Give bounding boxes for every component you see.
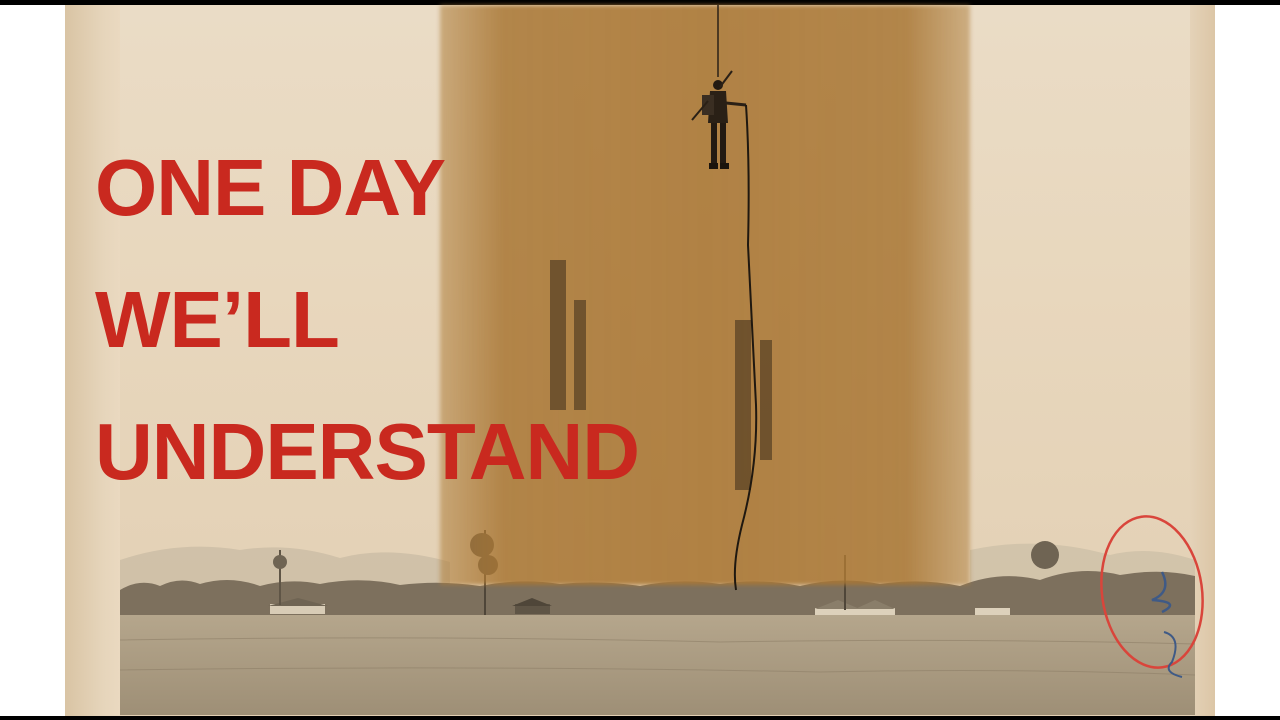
headline-line-3: UNDERSTAND bbox=[95, 407, 640, 496]
parachutist-icon bbox=[680, 5, 780, 595]
headline-line-1: ONE DAY bbox=[95, 143, 446, 232]
red-circle-mark-icon bbox=[1092, 512, 1212, 682]
letterbox-bottom bbox=[0, 716, 1280, 720]
headline bbox=[95, 143, 640, 544]
headline-line-2: WE’LL bbox=[95, 275, 339, 364]
